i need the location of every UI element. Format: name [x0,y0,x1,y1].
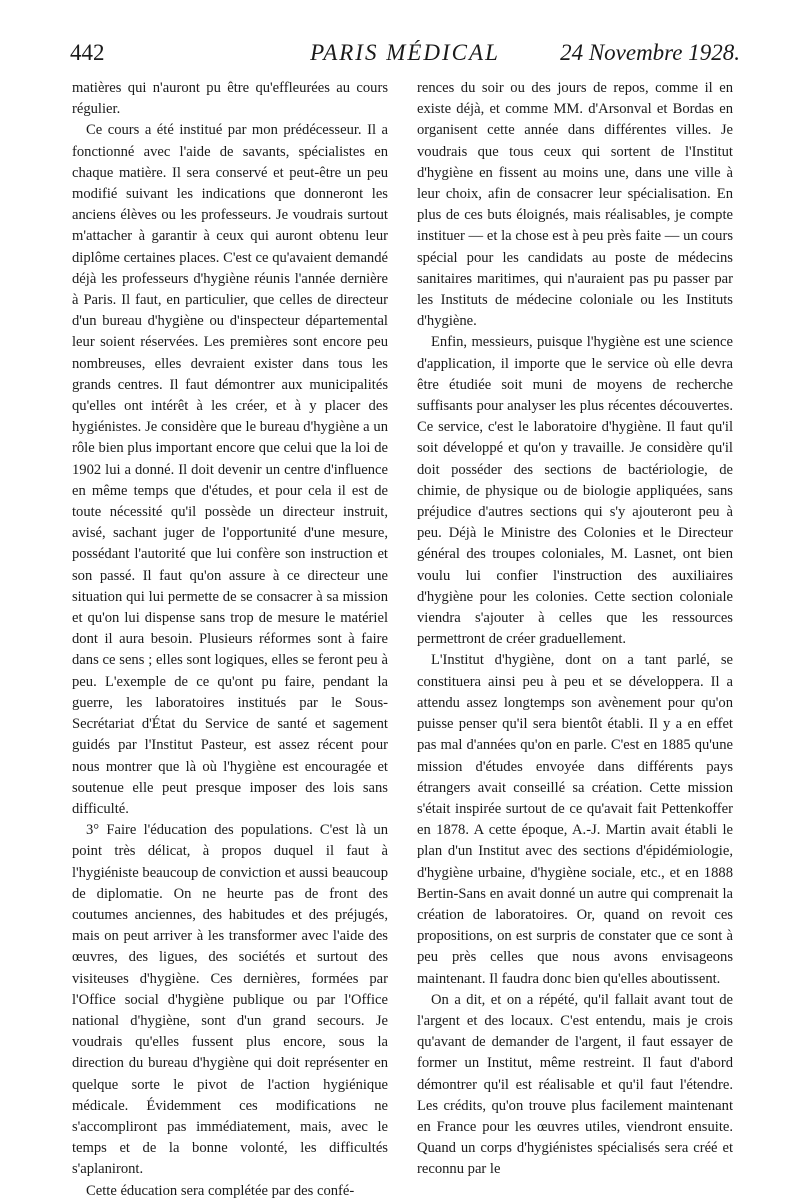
paragraph: L'Institut d'hygiène, dont on a tant parlé, se constituera ainsi peu à peu et se développera. Il a attendu assez longtemps son avènement pour qu'on puisse penser qu'il sera bientôt établi. Il y a en effet pas mal d'années qu'on en parle. C'est en 1885 qu'une mission d'études envoyée dans différents pays étrangers avait conseillé sa création. Cette mission s'était inspirée surtout de ce qu'avait fait Pettenkoffer en 1878. A cette époque, A.-J. Martin avait établi le plan d'un Institut avec des sections d'épidémiologie, d'hygiène urbaine, d'hygiène sociale, etc., et en 1888 Bertin-Sans en avait donné un autre qui comprenait la création de laboratoires. Or, quand on revoit ces propositions, on est surpris de constater que ce sont à peu près celles que nous avons envisageons maintenant. Il faudra donc bien qu'elles aboutissent. [417,652,733,987]
issue-date: 24 Novembre 1928. [560,40,740,65]
paragraph: Ce cours a été institué par mon prédécesseur. Il a fonctionné avec l'aide de savants, spécialistes en chaque matière. Il sera conservé et peut-être un peu modifié suivant les indications que donneront les anciens élèves ou les professeurs. Je voudrais surtout m'attacher à garantir à ceux qui auront obtenu leur diplôme certaines places. C'est ce qu'avaient demandé déjà les professeurs d'hygiène réunis l'année dernière à Paris. Il faut, en particulier, que celles de directeur d'un bureau d'hygiène ou d'inspecteur départemental leur soient réservées. Les premières sont encore peu nombreuses, elles devraient exister dans tous les grands centres. Il faut démontrer aux municipalités qu'elles ont intérêt à les créer, et à y placer des hygiénistes. Je considère que le bureau d'hygiène a un rôle bien plus important encore que celui que la loi de 1902 lui a donné. Il doit devenir un centre d'influence en même temps que d'études, et pour cela il est de toute nécessité qu'il possède un directeur instruit, avisé, sachant juger de l'opportunité d'une mesure, possédant l'autorité que lui confère son instruction et son passé. Il faut qu'on assure à ce directeur une situation qui lui permette de se consacrer à sa mission et qu'on lui dispense sans trop de mesure le matériel dont il aura besoin. Plusieurs réformes sont à faire dans ce sens ; elles sont logiques, elles se feront peu à peu. L'exemple de ce qu'ont pu faire, pendant la guerre, les laboratoires institués par le Sous-Secrétariat d'État du Service de santé et sagement guidés par l'Institut Pasteur, est assez récent pour nous montrer que là où l'hygiène est encouragée et soutenue elle peut presque imposer des lois sans difficulté. [72,122,388,817]
page-header [70,40,740,70]
paragraph: Cette éducation sera complétée par des confé- [86,1182,355,1199]
paragraph: matières qui n'auront pu être qu'effleurées au cours régulier. [72,80,388,118]
paragraph: rences du soir ou des jours de repos, comme il en existe déjà, et comme MM. d'Arsonval et Bordas en organisent cette année dans différentes villes. Je voudrais que tous ceux qui sortent de l'Institut d'hygiène en fissent au moins une, dans une ville à leur choix, afin de consacrer leur spécialisation. En plus de ces buts éloignés, mais réalisables, je compte instituer — et la chose est à peu près faite — un cours spécial pour les candidats au poste de médecins sanitaires maritimes, qui n'auraient pas pu passer par les Instituts de médecine coloniale ou les Instituts d'hygiène. [417,80,733,330]
page-number: 442 [70,40,105,65]
paragraph: 3° Faire l'éducation des populations. C'est là un point très délicat, à propos duquel il faut à l'hygiéniste beaucoup de conviction et aussi beaucoup de diplomatie. On ne heurte pas de front des coutumes anciennes, des habitudes et des préjugés, mais on peut arriver à les transformer avec l'aide des œuvres, des ligues, des sociétés et surtout des visiteuses d'hygiène. Ces dernières, formées par l'Office social d'hygiène publique ou par l'Office national d'hygiène, sont d'un grand secours. Je voudrais qu'elles fussent plus encore, sous la direction du bureau d'hygiène qui doit représenter en quelque sorte le pivot de l'action hygiénique médicale. Évidemment ces modifications ne s'accompliront pas immédiatement, mais, avec le temps et de la bonne volonté, les difficultés s'aplaniront. [72,822,388,1178]
journal-title: PARIS MÉDICAL [310,40,500,65]
paragraph: Enfin, messieurs, puisque l'hygiène est une science d'application, il importe que le service où elle devra être étudiée soit muni de moyens de recherche suffisants pour analyser les plus récentes découvertes. Ce service, c'est le laboratoire d'hygiène. Il faut qu'il soit développé et qu'on y travaille. Je considère qu'il doit posséder des sections de bactériologie, de chimie, de physique ou de biologie appliquées, sans préjudice d'autres sections qui s'y ajouteront peu à peu. Déjà le Ministre des Colonies et le Directeur général des troupes coloniales, M. Lasnet, ont bien voulu lui confier l'instruction des auxiliaires d'hygiène pour les colonies. Cette section coloniale viendra s'ajouter à celles que les ressources permettront de créer graduellement. [417,334,733,648]
left-column [72,78,388,1202]
right-column [417,78,733,1181]
paragraph: On a dit, et on a répété, qu'il fallait avant tout de l'argent et des locaux. C'est entendu, mais je crois qu'avant de demander de l'argent, il faut essayer de former un Institut, même restreint. Il faut d'abord démontrer qu'il est réalisable et qu'il faut l'étendre. Les crédits, qu'on trouve plus facilement maintenant en France pour les œuvres utiles, viendront ensuite. Quand un corps d'hygiénistes spécialisés sera créé et reconnu par le [417,991,733,1178]
